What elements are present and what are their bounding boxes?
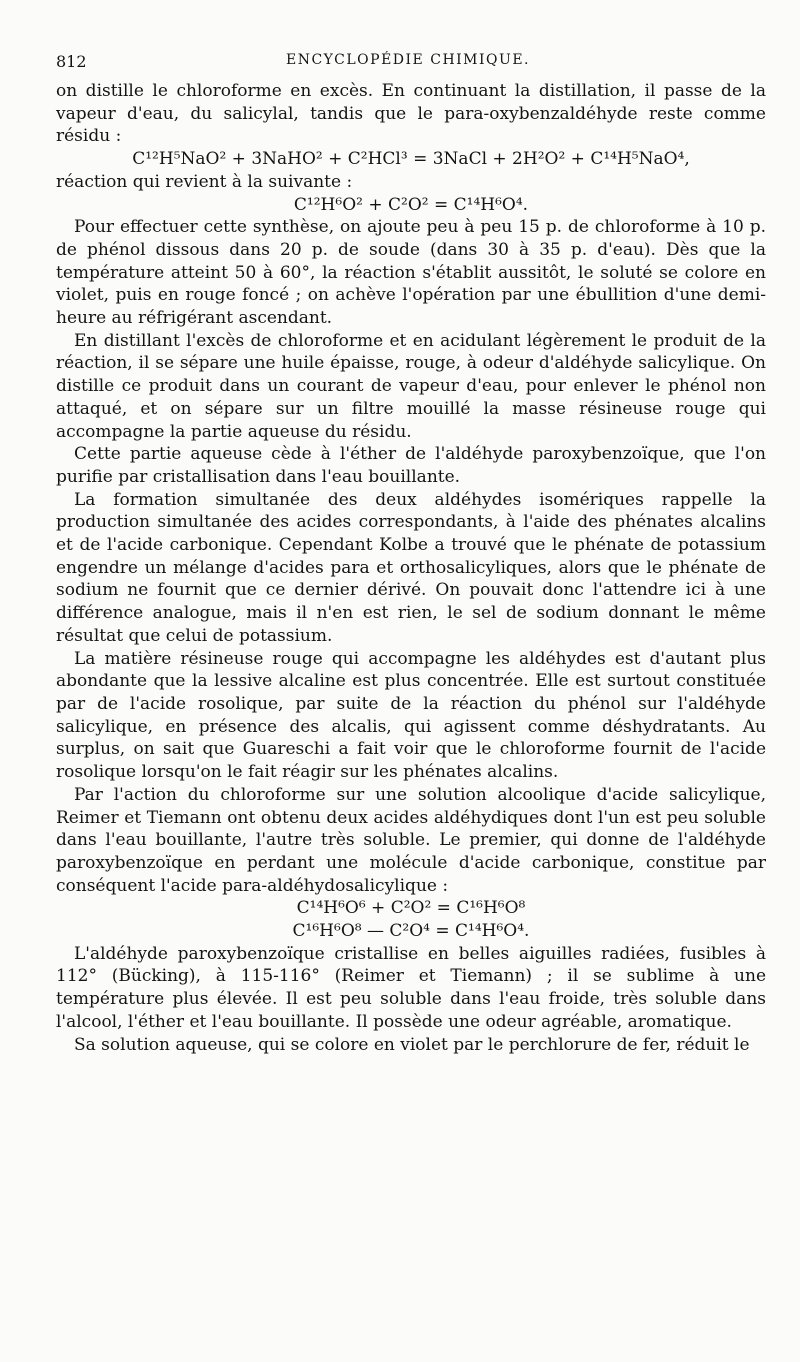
paragraph: Pour effectuer cette synthèse, on ajoute peu à peu 15 p. de chloroforme à 10 p. de phénol dissous dans 20 p. de soude (dans 30 à 35 p. d'eau). Dès que la température atteint 50 à 60°, la réaction s'établit aussitôt, le soluté se colore en violet, puis en rouge foncé ; on achève l'opération par une ébullition d'une demi-heure au réfrigérant ascendant. <box>56 217 766 329</box>
equation: C¹²H⁶O² + C²O² = C¹⁴H⁶O⁴. <box>293 194 529 215</box>
body-text <box>56 80 766 1056</box>
paragraph: on distille le chloroforme en excès. En continuant la distillation, il passe de la vapeur d'eau, du salicylal, tandis que le para-oxybenzaldéhyde reste comme résidu : <box>56 81 766 147</box>
paragraph: La formation simultanée des deux aldéhydes isomériques rappelle la production simultanée des acides correspondants, à l'aide des phénates alcalins et de l'acide carbonique. Cependant Kolbe a trouvé que le phénate de potassium engendre un mélange d'acides para et orthosalicyliques, alors que le phénate de sodium ne fournit que ce dernier dérivé. On pouvait donc l'attendre ici à une différence analogue, mais il n'en est rien, le sel de sodium donnant le même résultat que celui de potassium. <box>56 489 766 646</box>
page-number: 812 <box>56 52 87 71</box>
equation: C¹⁴H⁶O⁶ + C²O² = C¹⁶H⁶O⁸ <box>296 898 526 919</box>
paragraph: La matière résineuse rouge qui accompagne les aldéhydes est d'autant plus abondante que la lessive alcaline est plus concentrée. Elle est surtout constituée par de l'acide rosolique, par suite de la réaction du phénol sur l'aldéhyde salicylique, en présence des alcalis, qui agissent comme déshydratants. Au surplus, on sait que Guareschi a fait voir que le chloroforme fournit de l'acide rosolique lorsqu'on le fait réagir sur les phénates alcalins. <box>56 648 766 783</box>
equation: C¹²H⁵NaO² + 3NaHO² + C²HCl³ = 3NaCl + 2H²O² + C¹⁴H⁵NaO⁴, <box>132 149 690 170</box>
paragraph: réaction qui revient à la suivante : <box>56 171 353 192</box>
equation: C¹⁶H⁶O⁸ — C²O⁴ = C¹⁴H⁶O⁴. <box>292 921 530 942</box>
paragraph: Sa solution aqueuse, qui se colore en violet par le perchlorure de fer, réduit le <box>74 1034 750 1055</box>
page-header <box>56 52 760 76</box>
running-title: ENCYCLOPÉDIE CHIMIQUE. <box>286 52 530 68</box>
paragraph: En distillant l'excès de chloroforme et en acidulant légèrement le produit de la réaction, il se sépare une huile épaisse, rouge, à odeur d'aldéhyde salicylique. On distille ce produit dans un courant de vapeur d'eau, pour enlever le phénol non attaqué, et on sépare sur un filtre mouillé la masse résineuse rouge qui accompagne la partie aqueuse du résidu. <box>56 330 766 442</box>
paragraph: Par l'action du chloroforme sur une solution alcoolique d'acide salicylique, Reimer et Tiemann ont obtenu deux acides aldéhydiques dont l'un est peu soluble dans l'eau bouillante, l'autre très soluble. Le premier, qui donne de l'aldéhyde paroxybenzoïque en perdant une molécule d'acide carbonique, constitue par conséquent l'acide para-aldéhydosalicylique : <box>56 784 766 896</box>
paragraph: Cette partie aqueuse cède à l'éther de l'aldéhyde paroxybenzoïque, que l'on purifie par cristallisation dans l'eau bouillante. <box>56 444 766 487</box>
paragraph: L'aldéhyde paroxybenzoïque cristallise en belles aiguilles radiées, fusibles à 112° (Bücking), à 115-116° (Reimer et Tiemann) ; il se sublime à une température plus élevée. Il est peu soluble dans l'eau froide, très soluble dans l'alcool, l'éther et l'eau bouillante. Il possède une odeur agréable, aromatique. <box>56 943 766 1032</box>
